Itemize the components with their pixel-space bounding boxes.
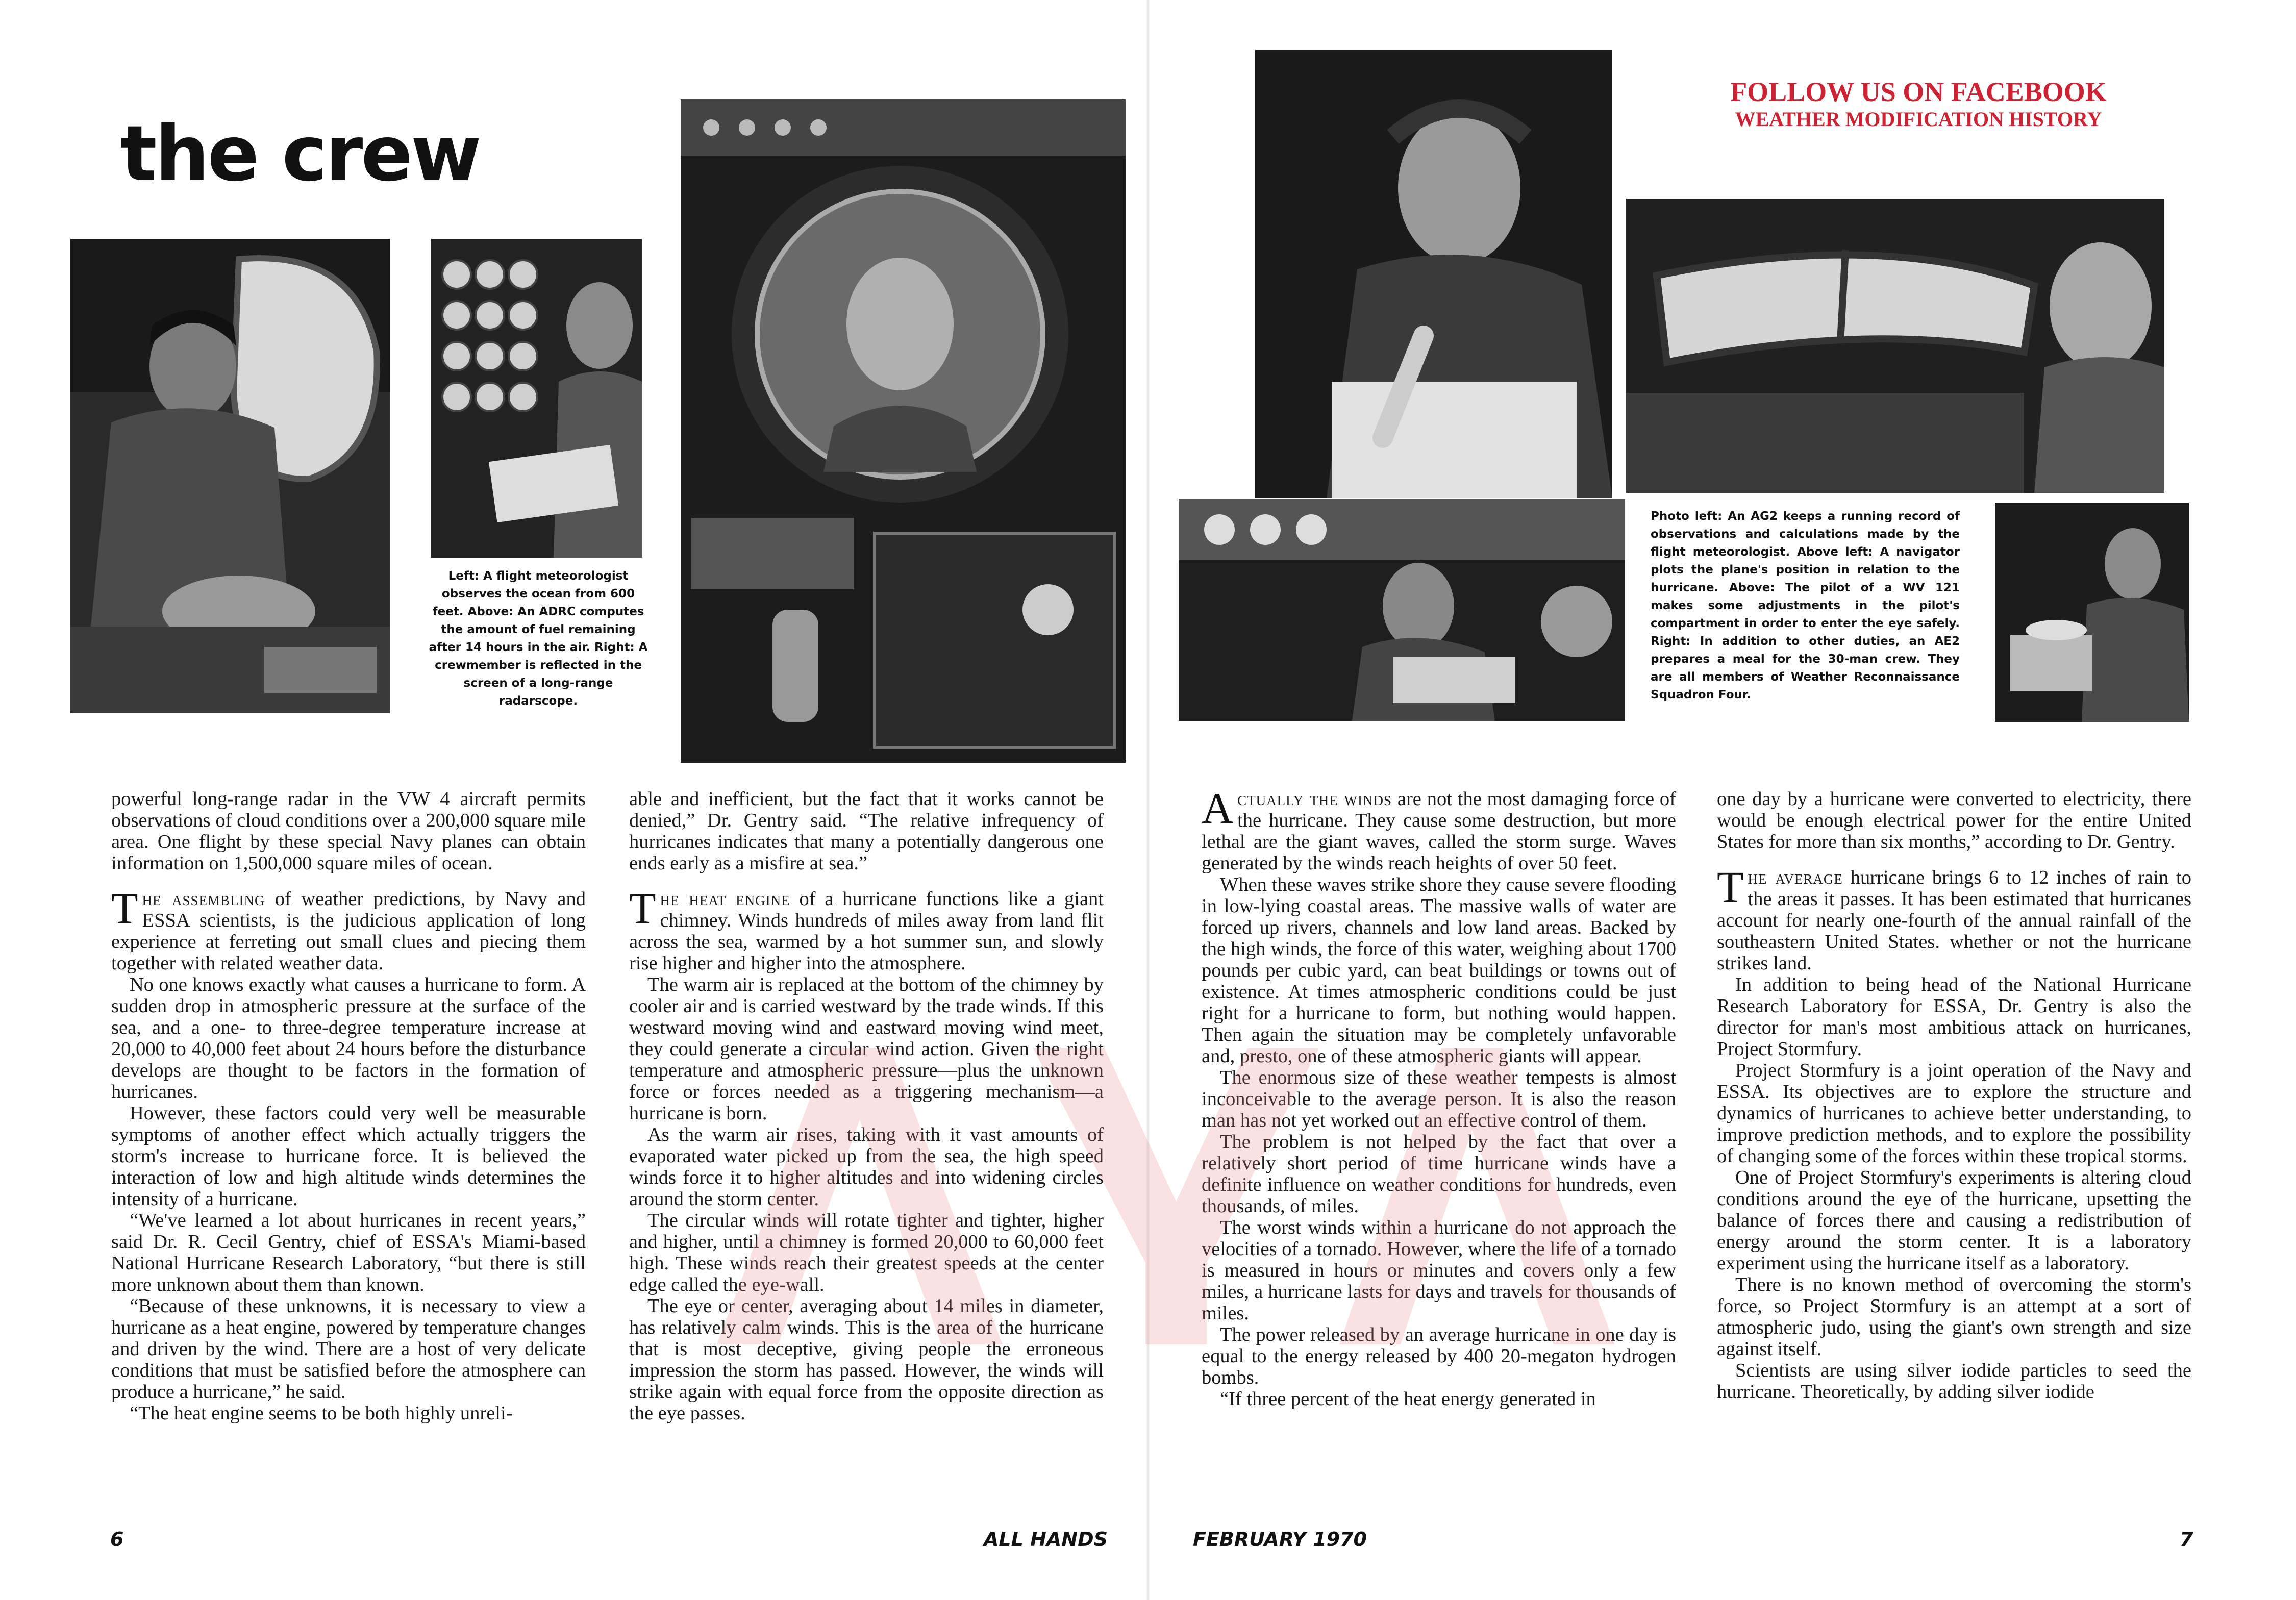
- col3-para-3: The enormous size of these weather tempests is almost inconceivable to the average person. It is also the reason man has not yet worked out an effective control of them.: [1202, 1067, 1676, 1131]
- photo-flight-meteorologist: [70, 239, 390, 713]
- col4-para-5: One of Project Stormfury's experiments is altering cloud conditions around the eye of the hurricane, upsetting the balance of forces there and causing a redistribution of energy around the storm center. It is a laboratory experiment using the hurricane itself as a laboratory.: [1717, 1167, 2191, 1274]
- col1-para-1: powerful long-range radar in the VW 4 aircraft permits observations of cloud conditions over a 200,000 square mile area. One flight by these special Navy planes can obtain information on 1,500,000 square miles of ocean.: [111, 788, 586, 874]
- col4-dropcap: T: [1717, 862, 1744, 911]
- photo-caption-right: Photo left: An AG2 keeps a running record of observations and calculations made by the flight meteorologist. Above left: A navigator plots the plane's position in relation to the hurricane. Above: The pilot of a WV 121 makes some adjustments in the pilot's compartment in order to enter the eye safely. Right: In addition to other duties, an AE2 prepares a meal for the 30-man crew. They are all members of Weather Reconnaissance Squadron Four.: [1651, 510, 1960, 702]
- page-title: the crew: [120, 110, 480, 198]
- col2-para-5: The circular winds will rotate tighter and tighter, higher and higher, until a chimney is formed 20,000 to 60,000 feet high. These winds reach their greatest speeds at the center edge called the eye-wall.: [629, 1210, 1104, 1295]
- photo-caption-left: Left: A flight meteorologist observes the ocean from 600 feet. Above: An ADRC computes the amount of fuel remaining after 14 hours in the air. Right: A crewmember is reflected in the screen of a long-range radarscope.: [429, 569, 648, 708]
- col3-section-actually: [1202, 788, 1676, 874]
- photo-ae2-meal: [1995, 503, 2189, 722]
- col1-para-5: “We've learned a lot about hurricanes in recent years,” said Dr. R. Cecil Gentry, chief of ESSA's Miami-based National Hurricane Research Laboratory, “but there is still more unknown about them than known.: [111, 1210, 586, 1295]
- col3-dropcap: A: [1202, 788, 1234, 833]
- article-column-1: [111, 788, 586, 1497]
- col2-para-1: able and inefficient, but the fact that it works cannot be denied,” Dr. Gentry said. “The relative infrequency of hurricanes indicates that many a potentially dangerous one ends early as a misfire at sea.”: [629, 788, 1104, 874]
- magazine-name: ALL HANDS: [984, 1528, 1108, 1551]
- col2-dropcap: T: [629, 884, 656, 933]
- photo-radarscope: [681, 99, 1126, 763]
- col4-para-4: Project Stormfury is a joint operation of the Navy and ESSA. Its objectives are to explore the structure and dynamics of hurricanes to achieve better understanding, to improve prediction methods, and to explore the possibility of changing some of the forces within these tropical storms.: [1717, 1060, 2191, 1167]
- facebook-banner-subtitle: WEATHER MODIFICATION HISTORY: [1735, 108, 2102, 131]
- col4-section-average: [1717, 862, 2191, 974]
- col1-lead-in: he assembling: [142, 888, 265, 910]
- col3-section-text: are not the most damaging force of the hurricane. They cause some destruction, but more lethal are the giant waves, called the storm surge. Waves generated by the winds reach heights of over 50 feet.: [1202, 788, 1676, 874]
- col2-section-text: of a hurricane functions like a giant chimney. Winds hundreds of miles away from land flit across the sea, warmed by a hot summer sun, and slowly rise higher and higher into the atmosphere.: [629, 888, 1104, 974]
- page-number-right: 7: [2180, 1528, 2193, 1551]
- col2-para-3: The warm air is replaced at the bottom of the chimney by cooler air and is carried westward by the trade winds. If this westward moving wind and eastward moving wind meet, they could generate a circular wind action. Given the right temperature and atmospheric pressure—plus the unknown force or forces needed as a triggering mechanism—a hurricane is born.: [629, 974, 1104, 1124]
- col4-para-7: Scientists are using silver iodide particles to seed the hurricane. Theoretically, by adding silver iodide: [1717, 1360, 2191, 1403]
- facebook-banner: [1712, 77, 2125, 132]
- page-gutter: [1146, 0, 1150, 1600]
- col3-para-4: The problem is not helped by the fact that over a relatively short period of time hurricane winds have a definite influence on weather conditions for hundreds, even thousands, of miles.: [1202, 1131, 1676, 1217]
- col3-para-2: When these waves strike shore they cause severe flooding in low-lying coastal areas. The massive walls of water are forced up rivers, channels and low land areas. Backed by the high winds, the force of this water, weighing about 1700 pounds per cubic yard, can beat buildings or towns out of existence. At times atmospheric conditions could be just right for a hurricane to form, but nothing would happen. Then again the situation may be completely unfavorable and, presto, one of these atmospheric giants will appear.: [1202, 874, 1676, 1067]
- col1-section-text: of weather predictions, by Navy and ESSA scientists, is the judicious application of long experience at ferreting out small clues and piecing them together with related weather data.: [111, 888, 586, 974]
- article-column-3: [1202, 788, 1676, 1497]
- col3-para-6: The power released by an average hurricane in one day is equal to the energy released by 400 20-megaton hydrogen bombs.: [1202, 1324, 1676, 1388]
- col1-para-6: “Because of these unknowns, it is necessary to view a hurricane as a heat engine, powered by temperature changes and driven by the wind. There are a host of very delicate conditions that must be satisfied before the atmosphere can produce a hurricane,” he said.: [111, 1295, 586, 1403]
- col2-para-4: As the warm air rises, taking with it vast amounts of evaporated water picked up from the sea, the high speed winds force it to higher altitudes and into widening circles around the storm center.: [629, 1124, 1104, 1210]
- col4-section-text: hurricane brings 6 to 12 inches of rain to the areas it passes. It has been estimated that hurricanes account for nearly one-fourth of the annual rainfall of the southeastern United States. whether or not the hurricane strikes land.: [1717, 867, 2191, 974]
- col4-para-1: one day by a hurricane were converted to electricity, there would be enough electrical power for the entire United States for more than six months,” according to Dr. Gentry.: [1717, 788, 2191, 853]
- col4-lead-in: he average: [1748, 867, 1843, 888]
- facebook-banner-title: FOLLOW US ON FACEBOOK: [1730, 77, 2107, 107]
- col3-para-7: “If three percent of the heat energy generated in: [1220, 1388, 1596, 1410]
- col1-para-4: However, these factors could very well be measurable symptoms of another effect which actually triggers the storm's increase to hurricane force. It is believed the interaction of low and high altitude winds determines the intensity of a hurricane.: [111, 1103, 586, 1210]
- article-column-2: [629, 788, 1104, 1497]
- col3-lead-in: ctually the winds: [1237, 788, 1392, 810]
- col1-para-7: “The heat engine seems to be both highly unreli-: [130, 1403, 513, 1424]
- photo-pilot-cockpit: [1626, 199, 2164, 493]
- issue-date: FEBRUARY 1970: [1193, 1528, 1367, 1551]
- col4-para-6: There is no known method of overcoming the storm's force, so Project Stormfury is an attempt at a sort of atmospheric judo, using the giant's own strength and size against itself.: [1717, 1274, 2191, 1360]
- photo-navigator: [1255, 50, 1612, 498]
- col2-para-6: The eye or center, averaging about 14 miles in diameter, has relatively calm winds. This is the area of the hurricane that is most deceptive, giving people the erroneous impression the storm has passed. However, the winds will strike again with equal force from the opposite direction as the eye passes.: [629, 1295, 1104, 1424]
- photo-ag2-record: [1179, 499, 1625, 721]
- article-column-4: [1717, 788, 2191, 1497]
- col2-lead-in: he heat engine: [660, 888, 790, 910]
- col1-para-3: No one knows exactly what causes a hurricane to form. A sudden drop in atmospheric pressure at the surface of the sea, and a one- to three-degree temperature increase at 20,000 to 40,000 feet about 24 hours before the disturbance develops are thought to be factors in the formation of hurricanes.: [111, 974, 586, 1103]
- col1-dropcap: T: [111, 884, 138, 933]
- col3-para-5: The worst winds within a hurricane do not approach the velocities of a tornado. However, where the life of a tornado is measured in hours or minutes and covers only a few miles, a hurricane lasts for days and travels for thousands of miles.: [1202, 1217, 1676, 1324]
- col2-section-heat-engine: [629, 884, 1104, 974]
- col4-para-3: In addition to being head of the National Hurricane Research Laboratory for ESSA, Dr. Gentry is also the director for man's most ambitious attack on hurricanes, Project Stormfury.: [1717, 974, 2191, 1060]
- col1-section-assembling: [111, 884, 586, 974]
- photo-adrc-instruments: [431, 239, 642, 558]
- page-number-left: 6: [110, 1528, 124, 1551]
